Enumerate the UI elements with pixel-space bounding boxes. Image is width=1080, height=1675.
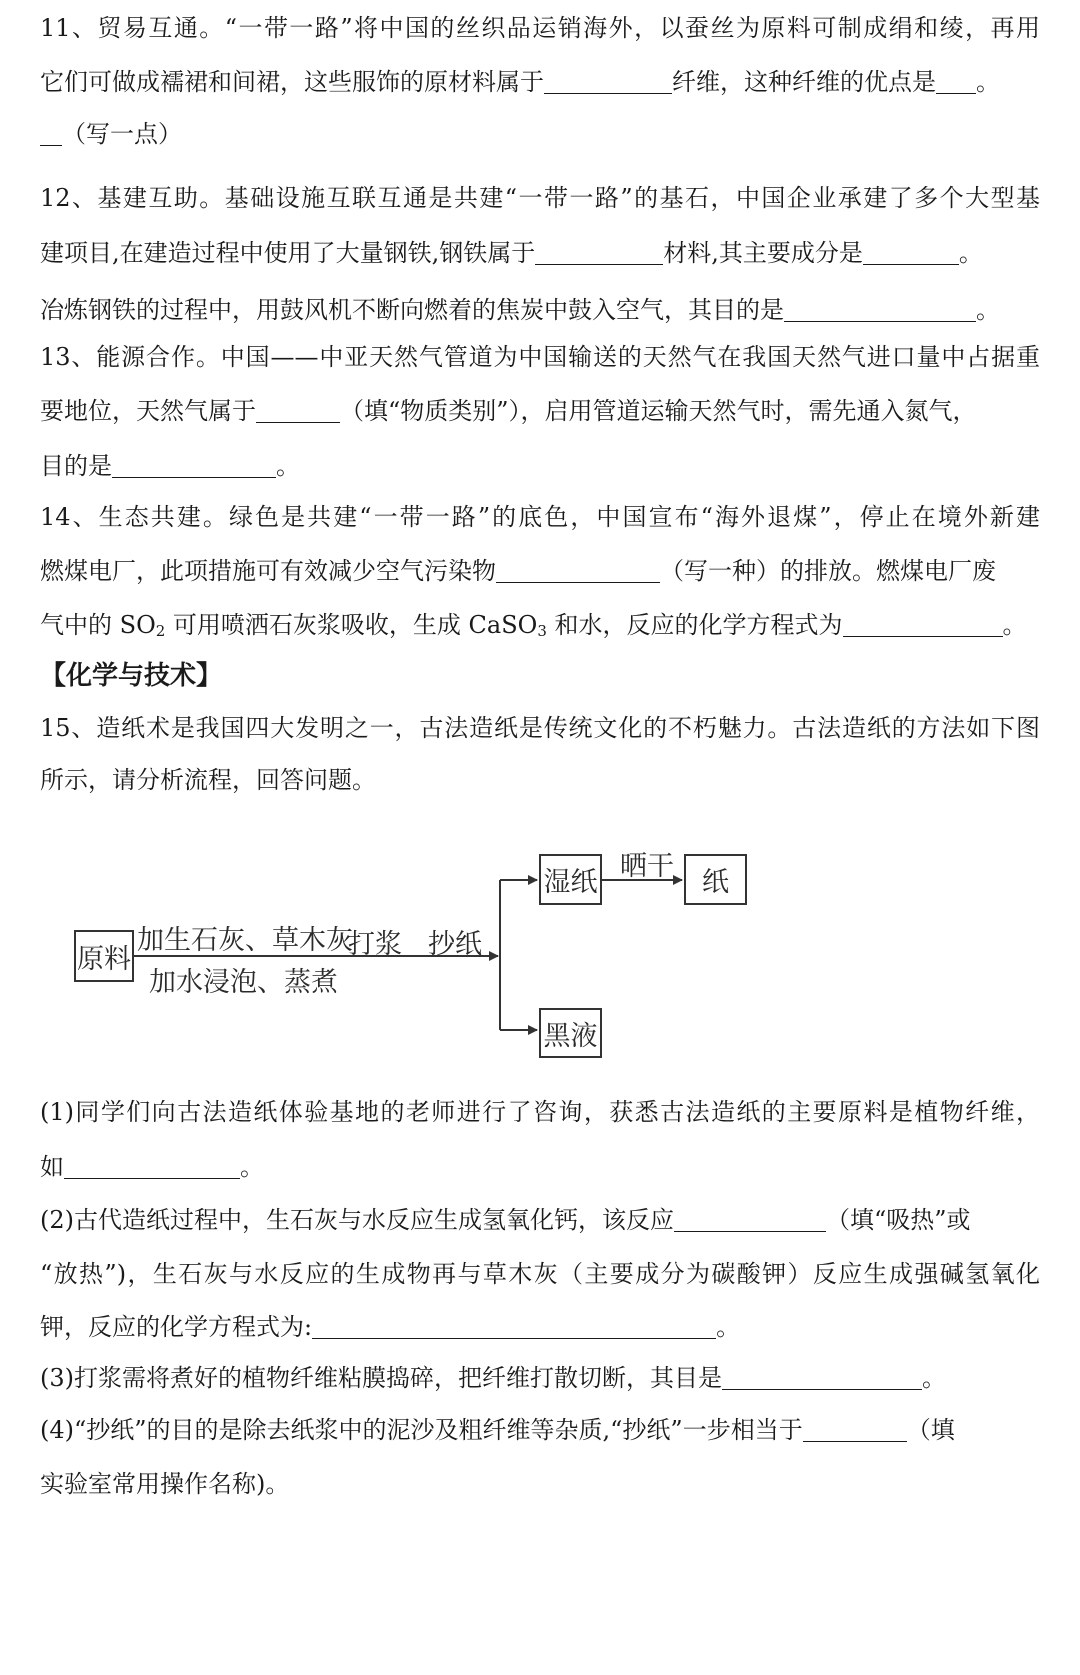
q15-sub4-text-a2: （填 bbox=[906, 1416, 955, 1444]
q12-text-b: 材料,其主要成分是 bbox=[663, 239, 863, 267]
q12-text-c: 。 bbox=[958, 239, 983, 267]
q15-sub4-line-2: 实验室常用操作名称)。 bbox=[40, 1470, 290, 1498]
q14-text-f: 。 bbox=[1002, 611, 1027, 639]
q15-sub2-text-a1: (2)古代造纸过程中，生石灰与水反应生成氢氧化钙，该反应 bbox=[40, 1206, 674, 1234]
q15-sub2-text-c1: 钾，反应的化学方程式为: bbox=[40, 1313, 313, 1341]
q15-line-2: 所示，请分析流程，回答问题。 bbox=[40, 766, 376, 794]
q15-sub3-text-b: 。 bbox=[922, 1364, 946, 1392]
q15-sub2-line-2: “放热”)，生石灰与水反应的生成物再与草木灰（主要成分为碳酸钾）反应生成强碱氢氧化 bbox=[40, 1260, 1040, 1288]
q13-line-2 bbox=[40, 391, 1040, 431]
q15-sub3-line bbox=[40, 1358, 1040, 1398]
papermaking-flow-diagram bbox=[60, 851, 800, 1114]
q15-sub1-line-1: (1)同学们向古法造纸体验基地的老师进行了咨询，获悉古法造纸的主要原料是植物纤维， bbox=[40, 1098, 1040, 1126]
box-raw-material: 原料 bbox=[74, 930, 134, 982]
q15-sub1-blank-example[interactable] bbox=[64, 1152, 240, 1179]
q15-sub2-line-3 bbox=[40, 1307, 1040, 1347]
q15-sub3-text-a: (3)打浆需将煮好的植物纤维粘膜捣碎，把纤维打散切断，其目是 bbox=[40, 1364, 722, 1392]
q13-text-c: 目的是 bbox=[40, 452, 112, 480]
q14-text-a: 燃煤电厂，此项措施可有效减少空气污染物 bbox=[40, 557, 496, 585]
q11-line-1: 11、贸易互通。“一带一路”将中国的丝织品运销海外，以蚕丝为原料可制成绢和绫，再用 bbox=[40, 14, 1040, 42]
q15-sub4-blank-operation[interactable] bbox=[803, 1415, 907, 1442]
q15-sub3-blank-purpose[interactable] bbox=[722, 1363, 922, 1390]
q12-text-e: 。 bbox=[976, 296, 1000, 324]
q15-sub2-line-1 bbox=[40, 1200, 1040, 1240]
label-sun-dry: 晒干 bbox=[620, 851, 674, 882]
label-soak-boil: 加水浸泡、蒸煮 bbox=[149, 967, 338, 998]
box-wet-paper: 湿纸 bbox=[539, 854, 602, 905]
q14-sub-2: 2 bbox=[155, 622, 166, 640]
q15-sub1-text-c: 。 bbox=[240, 1153, 264, 1181]
q14-line-1: 14、生态共建。绿色是共建“一带一路”的底色，中国宣布“海外退煤”，停止在境外新建 bbox=[40, 503, 1040, 531]
q14-line-3 bbox=[40, 605, 1040, 645]
section-title-chemistry-technology: 【化学与技术】 bbox=[40, 661, 223, 691]
q15-line-1: 15、造纸术是我国四大发明之一，古法造纸是传统文化的不朽魅力。古法造纸的方法如下图 bbox=[40, 714, 1040, 742]
q14-text-d: 可用喷洒石灰浆吸收，生成 CaSO bbox=[165, 611, 538, 639]
q13-line-1: 13、能源合作。中国——中亚天然气管道为中国输送的天然气在我国天然气进口量中占据重 bbox=[40, 343, 1040, 371]
q14-text-b: （写一种）的排放。燃煤电厂废 bbox=[660, 557, 996, 585]
label-sheet-forming: 抄纸 bbox=[428, 929, 482, 960]
q11-text-a: 它们可做成襦裙和间裙，这些服饰的原材料属于 bbox=[40, 68, 544, 96]
q12-blank-material-type[interactable] bbox=[535, 238, 663, 265]
label-beating: 打浆 bbox=[348, 929, 402, 960]
box-paper: 纸 bbox=[684, 854, 747, 905]
q11-line-2 bbox=[40, 62, 1040, 102]
q15-sub1-text-b: 如 bbox=[40, 1153, 64, 1181]
q13-blank-substance-class[interactable] bbox=[256, 396, 340, 423]
box-black-liquor: 黑液 bbox=[539, 1008, 602, 1058]
q11-blank-fiber-type[interactable] bbox=[544, 67, 672, 94]
label-add-lime-ash: 加生石灰、草木灰 bbox=[137, 925, 353, 956]
q15-sub2-blank-equation[interactable] bbox=[312, 1312, 716, 1339]
q13-text-a: 要地位，天然气属于 bbox=[40, 397, 256, 425]
q14-line-2 bbox=[40, 551, 1040, 591]
q13-line-3 bbox=[40, 446, 1040, 486]
q11-blank-advantage-cont[interactable] bbox=[40, 119, 62, 146]
q12-line-2 bbox=[40, 233, 1040, 273]
q15-sub2-text-a2: （填“吸热”或 bbox=[826, 1206, 971, 1234]
q11-blank-advantage[interactable] bbox=[936, 67, 976, 94]
q14-blank-equation[interactable] bbox=[843, 610, 1003, 637]
q12-line-3 bbox=[40, 290, 1040, 330]
q13-text-d: 。 bbox=[276, 452, 300, 480]
q15-sub2-blank-heat[interactable] bbox=[674, 1205, 826, 1232]
q14-blank-pollutant[interactable] bbox=[496, 556, 660, 583]
q14-sub-3: 3 bbox=[537, 622, 547, 640]
q12-text-d: 冶炼钢铁的过程中，用鼓风机不断向燃着的焦炭中鼓入空气，其目的是 bbox=[40, 296, 784, 324]
q15-sub1-line-2 bbox=[40, 1147, 1040, 1187]
q12-blank-purpose[interactable] bbox=[784, 295, 976, 322]
q15-sub4-text-a1: (4)“抄纸”的目的是除去纸浆中的泥沙及粗纤维等杂质,“抄纸”一步相当于 bbox=[40, 1416, 803, 1444]
q12-text-a: 建项目,在建造过程中使用了大量钢铁,钢铁属于 bbox=[40, 239, 536, 267]
q13-blank-purpose[interactable] bbox=[112, 451, 276, 478]
q12-blank-main-component[interactable] bbox=[863, 238, 959, 265]
q11-line-3 bbox=[40, 114, 1040, 154]
q13-text-b: （填“物质类别”），启用管道运输天然气时，需先通入氮气， bbox=[340, 397, 977, 425]
q11-text-b: 纤维，这种纤维的优点是 bbox=[672, 68, 936, 96]
q14-text-e: 和水，反应的化学方程式为 bbox=[546, 611, 843, 639]
q11-text-c: 。 bbox=[976, 68, 1000, 96]
q11-text-d: （写一点） bbox=[62, 120, 182, 148]
q12-line-1: 12、基建互助。基础设施互联互通是共建“一带一路”的基石，中国企业承建了多个大型基 bbox=[40, 184, 1040, 212]
q14-text-c: 气中的 SO bbox=[40, 611, 156, 639]
q15-sub4-line-1 bbox=[40, 1410, 1040, 1450]
q15-sub2-text-c2: 。 bbox=[716, 1313, 741, 1341]
